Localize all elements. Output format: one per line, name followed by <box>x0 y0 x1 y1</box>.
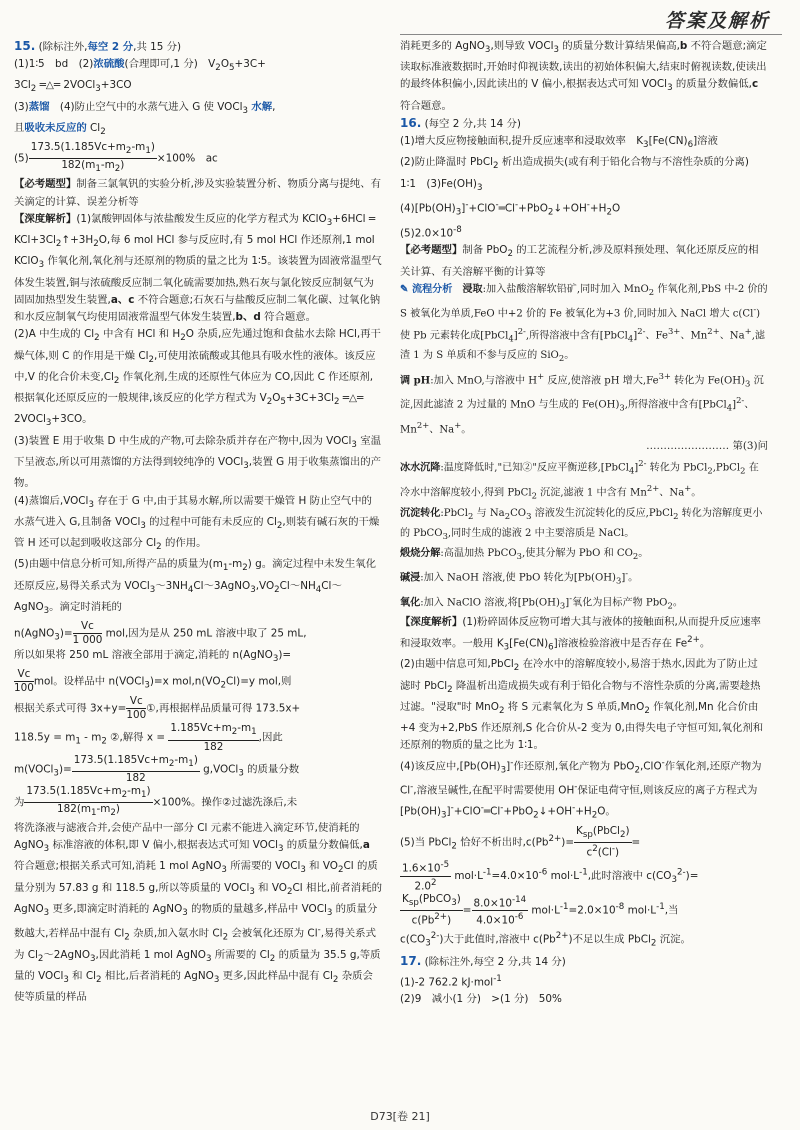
left-paragraph: (2)A 中生成的 $Cl_2$ 中含有 HCl 和 $H_2O$ 杂质,应先通过饱和食盐水去除 HCl,再干燥气体,则 C 的作用是干燥 $Cl_2$,可使用浓硫酸或其他具有吸水性的液体。该反应中,V 的化合价未变$,Cl_2$ 作氧化剂,生成的还原性气体应为 CO,因此 C 作还原剂,根据氧化还原反应的一般规律,该反应的化学方程式为 $V_2O_5+3C+3Cl_2$ ═△═ 2VOCl$_3$+3CO。 <box>14 328 381 429</box>
right-paragraph: 煅烧分解:高温加热 PbCO$_3$,使其分解为 PbO 和 $CO_2$。 <box>400 548 649 562</box>
right-paragraph: ✎ 流程分析 浸取:加入盐酸溶解软铅矿,同时加入 MnO$_2$ 作氧化剂,PbS 中-2 价的 S 被氧化为单质,FeO 中+2 价的 Fe 被氧化为+3 价,同时加入 NaCl 增大 c(Cl-)使 Pb 元素转化成[PbCl$_4$]$^{2-}$,所得溶液中含有[PbCl$_4$]$^{2-}$、$Fe^{3+}$、$Mn^{2+}$、Na+,滤渣 1 为 S 单质和不参与反应的 SiO$_2$。 <box>400 283 768 364</box>
right-paragraph: (2)由题中信息可知,PbCl$_2$ 在冷水中的溶解度较小,易溶于热水,因此为了防止过滤时 PbCl$_2$ 降温析出造成损失或有利于铅化合物与不溶性杂质的分离,需要趁热过滤。"浸取"时 MnO$_2$ 将 S 元素氧化为 S 单质,MnO$_2$ 作氧化剂,Mn 化合价由+4 变为+2,PbS 作还原剂,S 化合价从-2 变为 0,由得失电子守恒可知,氧化剂和还原剂的物质的量之比为 1∶1。 <box>400 658 764 752</box>
right-paragraph: $(5)2.0\times 10^{-8}$ <box>400 224 462 240</box>
left-paragraph: (3)蒸馏 (4)防止空气中的水蒸气进入 G 使 VOCl$_3$ 水解, <box>14 100 276 116</box>
right-paragraph: (1)增大反应物接触面积,提升反应速率和浸取效率 $K_3[Fe(CN)_6]$溶液 <box>400 135 718 151</box>
left-paragraph: (5)由题中信息分析可知,所得产品的质量为$(m_1-m_2)$ g。滴定过程中未发生氧化还原反应,易得关系式为 $VOCl_3\sim 3NH_4Cl\sim 3AgNO_3,VO_2Cl\sim NH_4Cl\sim AgNO_3$。滴定时消耗的 <box>14 558 376 616</box>
right-paragraph: 17. (除标注外,每空 2 分,共 14 分) <box>400 953 566 968</box>
header-divider <box>400 34 782 35</box>
left-paragraph: m(VOCl$_3$)= $\frac{173.5(1.185Vc+m_2-m_1)}{182}$ g,VOCl$_3$ 的质量分数 <box>14 753 300 784</box>
left-paragraph: 为 $\frac{173.5(1.185Vc+m_2-m_1)}{182(m_1-m_2)}$ ×100%。操作②过滤洗涤后,未 <box>14 784 298 818</box>
right-paragraph: (5)当 PbCl$_2$ 恰好不析出时$,c(Pb^{2+})=$ $\frac{K_{sp}(PbCl_2)}{c^2(Cl^-)}$ = <box>400 824 641 859</box>
right-paragraph: …………………… 第(3)问 <box>646 440 768 453</box>
left-paragraph: 【深度解析】(1)氯酸钾固体与浓盐酸发生反应的化学方程式为 KClO$_3$+6HCl ═ $KCl+3Cl_2↑+3H_2O$,每 6 mol HCl 参与反应时,有 5 mol HCl 作还原剂,1 mol KClO$_3$ 作氧化剂,氧化剂与还原剂的物质的量之比为 1∶5。该装置为固液常温型气体发生装置,铜与浓硫酸反应制二氧化硫需要加热,熟石灰与氯化铵反应制氨气为固固加热型发生装置,a、c 不符合题意;石灰石与盐酸反应制二氧化碳、过氧化钠和水反应制氧气均使用固液常温型气体发生装置,b、d 符合题意。 <box>14 212 382 324</box>
left-column <box>14 38 382 1106</box>
right-paragraph: (2)防止降温时 PbCl$_2$ 析出造成损失(或有利于铅化合物与不溶性杂质的分离) 1∶1 $(3)Fe(OH)_3$ <box>400 156 760 193</box>
right-paragraph: (2)9 减小(1 分) >(1 分) 50% <box>400 993 562 1006</box>
left-paragraph: 根据关系式可得 3x+y= $\frac{Vc}{100}$ ①,再根据样品质量可得 173.5x+ <box>14 695 301 722</box>
right-paragraph: 【深度解析】(1)粉碎固体反应物可增大其与液体的接触面积,从而提升反应速率和浸取效率。一般用 $K_3[Fe(CN)_6]$溶液检验溶液中是否存在 $Fe^{2+}$。 <box>400 616 761 653</box>
right-paragraph: 调 pH:加入 MnO,与溶液中 H+ 反应,使溶液 pH 增大$,Fe^{3+}$ 转化为 $Fe(OH)_3$ 沉淀,因此滤渣 2 为过量的 MnO 与生成的 $Fe(OH)_3$,所得溶液中含有[PbCl$_4$]$^{2-}$、$Mn^{2+}$、Na+。 <box>400 370 764 436</box>
right-paragraph: 沉淀转化:PbCl$_2$ 与 $Na_2CO_3$ 溶液发生沉淀转化的反应,PbCl$_2$ 转化为溶解度更小的 PbCO$_3$,同时生成的滤液 2 中主要溶质是 NaCl。 <box>400 507 763 541</box>
right-paragraph: 碱浸:加入 NaOH 溶液,使 PbO 转化为$[Pb(OH)_3]^-$。 <box>400 568 639 586</box>
left-paragraph: 所以如果将 250 mL 溶液全部用于滴定,消耗的 n(AgNO$_3$)= <box>14 649 292 665</box>
right-paragraph: $c(CO_3^{2-})$大于此值时,溶液中 $c(Pb^{2+})$不足以生成 PbCl$_2$ 沉淀。 <box>400 930 691 949</box>
left-paragraph: (3)装置 E 用于收集 D 中生成的产物,可去除杂质并存在产物中,因为 VOCl$_3$ 室温下呈液态,所以可用蒸馏的方法得到较纯净的 VOCl$_3$,装置 G 用于收集蒸馏出的产物。 <box>14 434 382 490</box>
section-title: 答案及解析 <box>664 10 770 32</box>
right-paragraph: $\frac{K_{sp}(PbCO_3)}{c(Pb^{2+})}$ = $\frac{8.0\times 10^{-14}}{4.0\times 10^{-6}}$ $mol\cdot L^{-1}=2.0\times 10^{-8}$ $mol\cdot L^{-1}$,当 <box>402 893 679 927</box>
right-paragraph: (4)该反应中$,[Pb(OH)_3]^-$作还原剂,氧化产物为 PbO$_2$,ClO-作氧化剂,还原产物为 Cl-,溶液呈碱性,在配平时需要使用 OH-保证电荷守恒,则该反应的离子方程式为$[Pb(OH)_3]^-+ClO^-═Cl^-+PbO_2↓+OH^-+H_2O$。 <box>400 757 762 821</box>
left-paragraph: $\frac{Vc}{100}$ mol。设样品中 n(VOCl$_3$)=x $mol,n(VO_2Cl)=y$ mol,则 <box>14 668 292 695</box>
left-paragraph: n(AgNO$_3$)= $\frac{Vc}{1 000}$ mol,因为是从 250 mL 溶液中取了 25 mL, <box>14 620 307 647</box>
left-paragraph: (5) $\frac{173.5(1.185Vc+m_2-m_1)}{182(m_1-m_2)}$ ×100% ac <box>14 141 218 175</box>
left-paragraph: 15. (除标注外,每空 2 分,共 15 分) <box>14 39 182 53</box>
left-paragraph: 且吸收未反应的 $Cl_2$ <box>14 122 106 138</box>
right-paragraph: 冰水沉降:温度降低时,"已知②"反应平衡逆移,[PbCl$_4$]$^{2-}$ 转化为 PbCl$_2$,PbCl$_2$ 在冷水中溶解度较小,得到 PbCl$_2$ 沉淀,滤液 1 中含有 $Mn^{2+}$、Na+。 <box>400 458 759 501</box>
right-paragraph: 16. (每空 2 分,共 14 分) <box>400 115 521 130</box>
right-paragraph: 消耗更多的 AgNO$_3$,则导致 VOCl$_3$ 的质量分数计算结果偏高,b 不符合题意;滴定读取标准液数据时,开始时仰视读数,读出的初始体积偏大,结束时俯视读数,使读出的最终体积偏小,因此读出的 V 偏小,根据表达式可知 VOCl$_3$ 的质量分数偏低,c 符合题意。 <box>400 40 767 112</box>
left-paragraph: $3Cl_2$ ═△═ 2VOCl$_3$+3CO <box>14 79 132 95</box>
left-paragraph: 将洗涤液与滤液合并,会使产品中一部分 Cl 元素不能进入滴定环节,使消耗的 AgNO$_3$ 标准溶液的体积,即 V 偏小,根据表达式可知 VOCl$_3$ 的质量分数偏低,a 符合题意;根据关系式可知,消耗 1 mol AgNO$_3$ 所需要的 VOCl$_3$ 和 $VO_2Cl$ 的质量分别为 57.83 g 和 118.5 g,所以等质量的 VOCl$_3$ 和 $VO_2Cl$ 相比,前者消耗的 AgNO$_3$ 更多,即滴定时消耗的 AgNO$_3$ 的物质的量越多,样品中 VOCl$_3$ 的质量分数越大,若样品中混有 $Cl_2$ 杂质,加入氨水时 $Cl_2$ 会被氧化还原为 Cl-,易得关系式为 $Cl_2\sim 2AgNO_3$,因此消耗 1 mol AgNO$_3$ 所需要的 $Cl_2$ 的质量为 35.5 g,等质量的 VOCl$_3$ 和 $Cl_2$ 相比,后者消耗的 AgNO$_3$ 更多,因此样品中混有 $Cl_2$ 杂质会使等质量的样品 <box>14 821 382 1004</box>
right-paragraph: (1)-2 762.2 kJ·mol$^{-1}$ <box>400 973 502 989</box>
left-paragraph: (1)1∶5 bd (2)浓硫酸(合理即可,1 分) $V_2O_5+3C+$ <box>14 58 266 74</box>
left-paragraph: (4)蒸馏后,VOCl$_3$ 存在于 G 中,由于其易水解,所以需要干燥管 H 防止空气中的水蒸气进入 G,且制备 VOCl$_3$ 的过程中可能有未反应的 $Cl_2$,则装有碱石灰的干燥管 H 还可以起到吸收这部分 $Cl_2$ 的作用。 <box>14 494 380 553</box>
page-footer: D73[卷 21] <box>370 1110 430 1123</box>
right-paragraph: $(4)[Pb(OH)_3]^-+ClO^-═Cl^-+PbO_2↓+OH^-+H_2O$ <box>400 200 621 218</box>
right-column <box>400 38 768 1106</box>
left-paragraph: 【必考题型】制备三氯氧钒的实验分析,涉及实验装置分析、物质分离与提纯、有关滴定的计算、误差分析等 <box>14 178 381 208</box>
right-paragraph: $\frac{1.6\times 10^{-5}}{2.0^2}$ $mol\cdot L^{-1}=4.0\times 10^{-6}$ $mol\cdot L^{-1}$,此时溶液中 $c(CO_3^{2-})=$ <box>402 860 699 893</box>
left-paragraph: $118.5y = m_1 - m_2$ ②,解得 x = $\frac{1.185Vc+m_2-m_1}{182}$ ,因此 <box>14 722 283 753</box>
right-paragraph: 氧化:加入 NaClO 溶液,将$[Pb(OH)_3]^-$氧化为目标产物 PbO$_2$。 <box>400 592 683 611</box>
right-paragraph: 【必考题型】制备 PbO$_2$ 的工艺流程分析,涉及原料预处理、氧化还原反应的相关计算、有关溶解平衡的计算等 <box>400 244 759 278</box>
